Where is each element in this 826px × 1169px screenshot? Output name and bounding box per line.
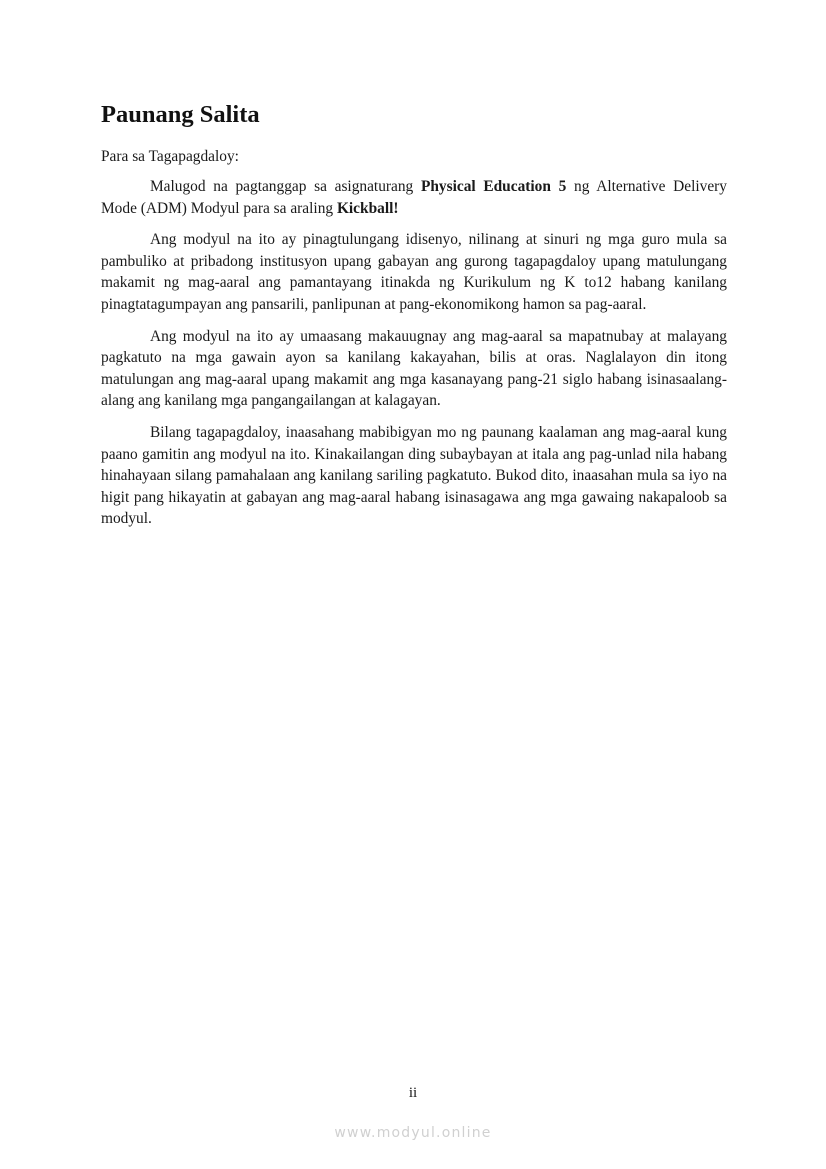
paragraph-segment: Malugod na pagtanggap sa asignaturang <box>150 178 421 195</box>
paragraph-module-goal <box>101 326 727 412</box>
lesson-name: Kickball! <box>336 199 399 217</box>
page-title: Paunang Salita <box>101 101 260 128</box>
paragraph-segment: Bilang tagapagdaloy, inaasahang mabibigyan mo ng paunang kaalaman ang mag-aaral kung paano gamitin ang modyul na ito. Kinakailangan ding subaybayan at itala ang pag-unlad nila habang hinahayaan silang pamahalaan ang kanilang sariling pagkatuto. Bukod dito, inaasahan mula sa iyo na higit pang hikayatin at gabayan ang mag-aaral habang isinasagawa ang mga gawaing nakapaloob sa modyul. <box>101 423 727 528</box>
page-number: ii <box>408 1085 418 1101</box>
salutation: Para sa Tagapagdaloy: <box>101 148 239 165</box>
paragraph-module-design <box>101 229 727 315</box>
body-text <box>101 176 727 540</box>
paragraph-facilitator-role <box>101 422 727 530</box>
subject-name: Physical Education 5 <box>420 178 567 195</box>
paragraph-segment: Ang modyul na ito ay umaasang makauugnay ang mag-aaral sa mapatnubay at malayang pagkatuto na mga gawain ayon sa kanilang kakayahan, bilis at oras. Naglalayon din itong matulungan ang mag-aaral upang makamit ang mga kasanayang pang-21 siglo habang isinasaalang-alang ang kanilang mga pangangailangan at kalagayan. <box>101 327 727 410</box>
watermark-text: www.modyul.online <box>334 1125 492 1141</box>
paragraph-segment: ng Alternative Delivery Mode (ADM) Modyul para sa araling <box>101 178 727 217</box>
paragraph-welcome <box>101 176 727 219</box>
paragraph-segment: Ang modyul na ito ay pinagtulungang idisenyo, nilinang at sinuri ng mga guro mula sa pambuliko at pribadong institusyon upang gabayan ang gurong tagapagdaloy upang matulungang makamit ng mag-aaral ang pamantayang itinakda ng Kurikulum ng K to12 habang kanilang pinagtatagumpayan ang pansarili, panlipunan at pang-ekonomikong hamon sa pag-aaral. <box>101 231 727 313</box>
